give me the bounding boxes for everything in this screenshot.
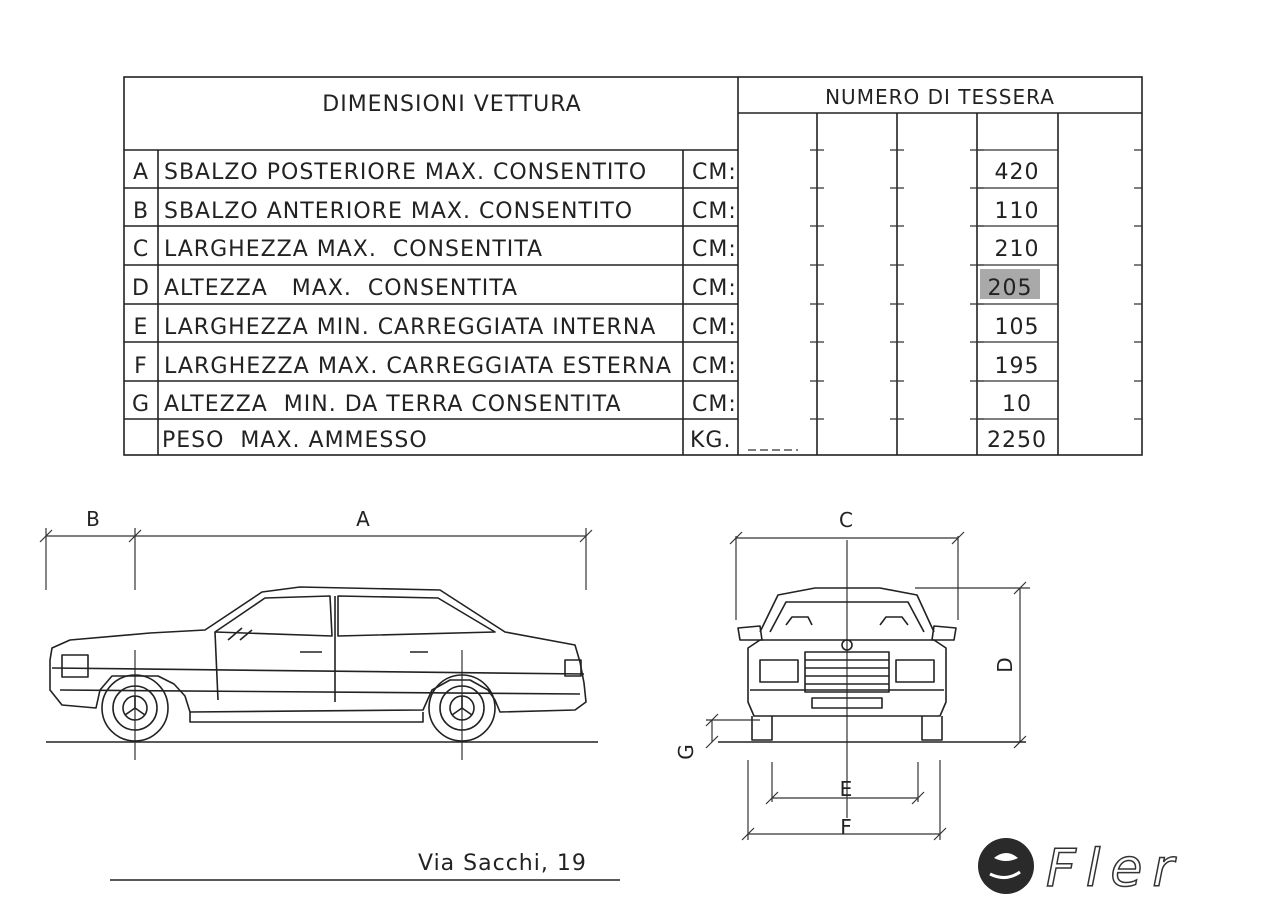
table-row xyxy=(134,315,1040,340)
row-label: ALTEZZA MAX. CONSENTITA xyxy=(164,276,519,301)
row-label: LARGHEZZA MAX. CARREGGIATA ESTERNA xyxy=(164,354,672,379)
row-letter: D xyxy=(132,276,150,301)
row-unit: CM: xyxy=(692,276,737,301)
row-unit: CM: xyxy=(692,315,737,340)
row-label: LARGHEZZA MIN. CARREGGIATA INTERNA xyxy=(164,315,657,340)
row-label: SBALZO POSTERIORE MAX. CONSENTITO xyxy=(164,160,648,185)
row-unit: CM: xyxy=(692,237,737,262)
dim-label-f: F xyxy=(840,815,852,839)
row-letter: B xyxy=(132,199,150,224)
side-car-outline xyxy=(50,587,586,722)
row-letter: E xyxy=(133,315,149,340)
row-value: 2250 xyxy=(987,428,1047,453)
front-view-diagram xyxy=(674,508,1030,840)
row-letter: G xyxy=(131,392,151,417)
row-label: ALTEZZA MIN. DA TERRA CONSENTITA xyxy=(164,392,622,417)
dim-label-e: E xyxy=(839,777,853,801)
dimensions-table xyxy=(124,77,1142,455)
side-view-diagram xyxy=(40,507,598,760)
row-letter: F xyxy=(134,354,148,379)
row-value: 105 xyxy=(994,315,1040,340)
row-value: 10 xyxy=(1002,392,1032,417)
row-value: 205 xyxy=(987,276,1033,301)
address-text: Via Sacchi, 19 xyxy=(418,851,587,876)
row-value: 420 xyxy=(994,160,1040,185)
row-unit: KG. xyxy=(690,428,732,453)
row-value: 110 xyxy=(994,199,1040,224)
card-ticks xyxy=(748,150,1142,450)
dim-label-b: B xyxy=(86,507,100,531)
table-title: DIMENSIONI VETTURA xyxy=(322,92,582,117)
dim-label-c: C xyxy=(839,508,853,532)
row-unit: CM: xyxy=(692,160,737,185)
dim-label-d: D xyxy=(993,657,1017,673)
logo-wordmark: Fler xyxy=(1046,839,1184,899)
table-row xyxy=(162,428,1047,453)
row-letter: A xyxy=(132,160,150,185)
table-row xyxy=(134,354,1039,379)
row-unit: CM: xyxy=(692,392,737,417)
side-wheels xyxy=(102,675,495,741)
row-value: 195 xyxy=(994,354,1040,379)
table-row xyxy=(133,237,1040,262)
row-unit: CM: xyxy=(692,354,737,379)
footer xyxy=(110,838,1184,899)
row-value: 210 xyxy=(994,237,1040,262)
table-row xyxy=(133,160,1040,185)
dim-label-g: G xyxy=(674,744,698,760)
row-label: SBALZO ANTERIORE MAX. CONSENTITO xyxy=(164,199,634,224)
row-label: LARGHEZZA MAX. CONSENTITA xyxy=(164,237,544,262)
company-logo xyxy=(978,838,1184,899)
dim-label-a: A xyxy=(356,507,370,531)
row-letter: C xyxy=(132,237,150,262)
row-unit: CM: xyxy=(692,199,737,224)
table-row xyxy=(133,199,1040,224)
row-label: PESO MAX. AMMESSO xyxy=(162,428,428,453)
card-number-header: NUMERO DI TESSERA xyxy=(825,85,1055,109)
